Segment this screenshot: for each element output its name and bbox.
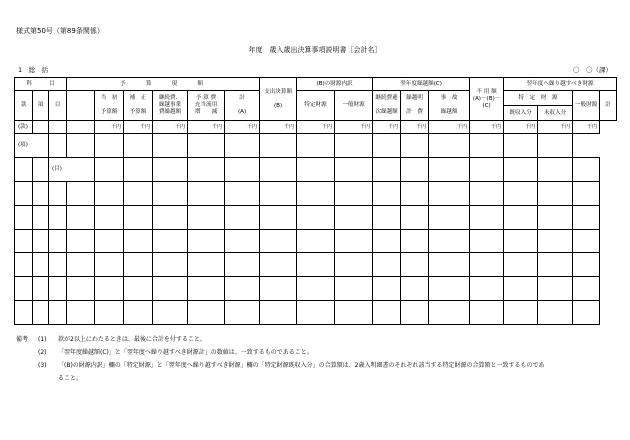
table-row bbox=[15, 158, 617, 182]
unit-cell: 千円 bbox=[504, 121, 538, 134]
header-ippan-zaigen-2: 一般財源 bbox=[573, 91, 600, 121]
notes-section bbox=[16, 333, 616, 385]
unit-cell: 千円 bbox=[260, 121, 297, 134]
unit-cell: 千円 bbox=[95, 121, 124, 134]
header-jiko: 事 故 繰越額 bbox=[429, 91, 470, 121]
table-row bbox=[15, 301, 617, 325]
header-kou: 項 bbox=[33, 91, 49, 121]
header-kei: 計 (A) bbox=[225, 91, 260, 121]
table-row bbox=[15, 277, 617, 301]
header-kei-2: 計 bbox=[600, 91, 617, 121]
document-title: 年度 歳入歳出決算事項説明書［会計名］ bbox=[248, 46, 382, 54]
unit-cell: 千円 bbox=[297, 121, 335, 134]
header-meikyo: 繰越明 許 費 bbox=[401, 91, 429, 121]
table-row bbox=[15, 134, 617, 158]
unit-cell: 千円 bbox=[470, 121, 504, 134]
header-fuyogaku: 不 用 額 (A)－(B)－(C) bbox=[470, 78, 504, 121]
settlement-table bbox=[14, 77, 617, 325]
header-kan: 款 bbox=[15, 91, 33, 121]
unit-cell: 千円 bbox=[373, 121, 401, 134]
header-ippan-zaigen: 一般財源 bbox=[335, 91, 373, 121]
header-toshoyosan-label: 当 初 予算額 bbox=[95, 91, 124, 121]
section-heading: 1 総 括 bbox=[18, 66, 49, 74]
header-yokunendo-kurikoshi: 翌年度繰越額(C) bbox=[373, 78, 470, 91]
kan-label: (款) bbox=[15, 121, 33, 134]
header-zaigen-uchiwake: (B)の財源内訳 bbox=[297, 78, 373, 91]
table-row bbox=[15, 205, 617, 229]
header-tokutei-zaigen: 特定財源 bbox=[297, 91, 335, 121]
unit-cell: 千円 bbox=[538, 121, 573, 134]
header-kurikoshi-zaigen: 翌年度へ繰り越すべき財源 bbox=[504, 78, 617, 91]
notes-heading: 備考 bbox=[16, 336, 29, 343]
header-keizoku-kurikoshi: 継続費逓 次繰越額 bbox=[373, 91, 401, 121]
form-number: 様式第50号（第89条関係） bbox=[16, 27, 104, 35]
unit-cell: 千円 bbox=[188, 121, 225, 134]
header-yosan-gengaku: 予 算 現 額 bbox=[67, 78, 260, 91]
note-item: 備考 (1) 款が2以上にわたるときは、最後に合計を付すること。 bbox=[16, 333, 616, 346]
header-hosei: 補 正 予算額 bbox=[124, 91, 153, 121]
header-keizoku: 継続費、 繰越事業 費繰越額 bbox=[153, 91, 188, 121]
department-label: 〇 〇（課） bbox=[573, 66, 612, 74]
header-kamoku: 科 目 bbox=[15, 78, 67, 91]
header-moku: 目 bbox=[49, 91, 67, 121]
unit-cell: 千円 bbox=[335, 121, 373, 134]
header-kishuu: 既収入分 bbox=[504, 106, 538, 121]
unit-cell: 千円 bbox=[124, 121, 153, 134]
unit-row bbox=[15, 121, 617, 134]
header-toshoyosan bbox=[67, 91, 95, 121]
table-row bbox=[15, 253, 617, 277]
header-tokutei-zaigen-2: 特 定 財 源 bbox=[504, 91, 573, 106]
note-item: (2) 「翌年度繰越額(C)」と「翌年度へ繰り越すべき財源計」の数値は、一致するものであること。 bbox=[38, 349, 313, 356]
unit-cell: 千円 bbox=[429, 121, 470, 134]
note-item: (3) 「(B)の財源内訳」欄の「特定財源」と「翌年度へ繰り越すべき財源」欄の「特定財源既収入分」の合算額は、2歳入明細書のそれぞれ該当する特定財源の合算額と一致するものであ bbox=[38, 362, 545, 369]
table-row bbox=[15, 181, 617, 205]
header-shishutsu-kessan: 支出決算額 (B) bbox=[260, 78, 297, 121]
kou-label: (項) bbox=[15, 134, 49, 158]
moku-label: (目) bbox=[49, 158, 95, 182]
header-ryuyou: 予 算 費 充当流用 増 減 bbox=[188, 91, 225, 121]
table-row bbox=[15, 229, 617, 253]
note-continuation: ること。 bbox=[58, 375, 83, 382]
unit-cell: 千円 bbox=[153, 121, 188, 134]
unit-cell: 千円 bbox=[225, 121, 260, 134]
unit-cell: 千円 bbox=[573, 121, 600, 134]
header-mishuu: 未収入分 bbox=[538, 106, 573, 121]
unit-cell: 千円 bbox=[401, 121, 429, 134]
